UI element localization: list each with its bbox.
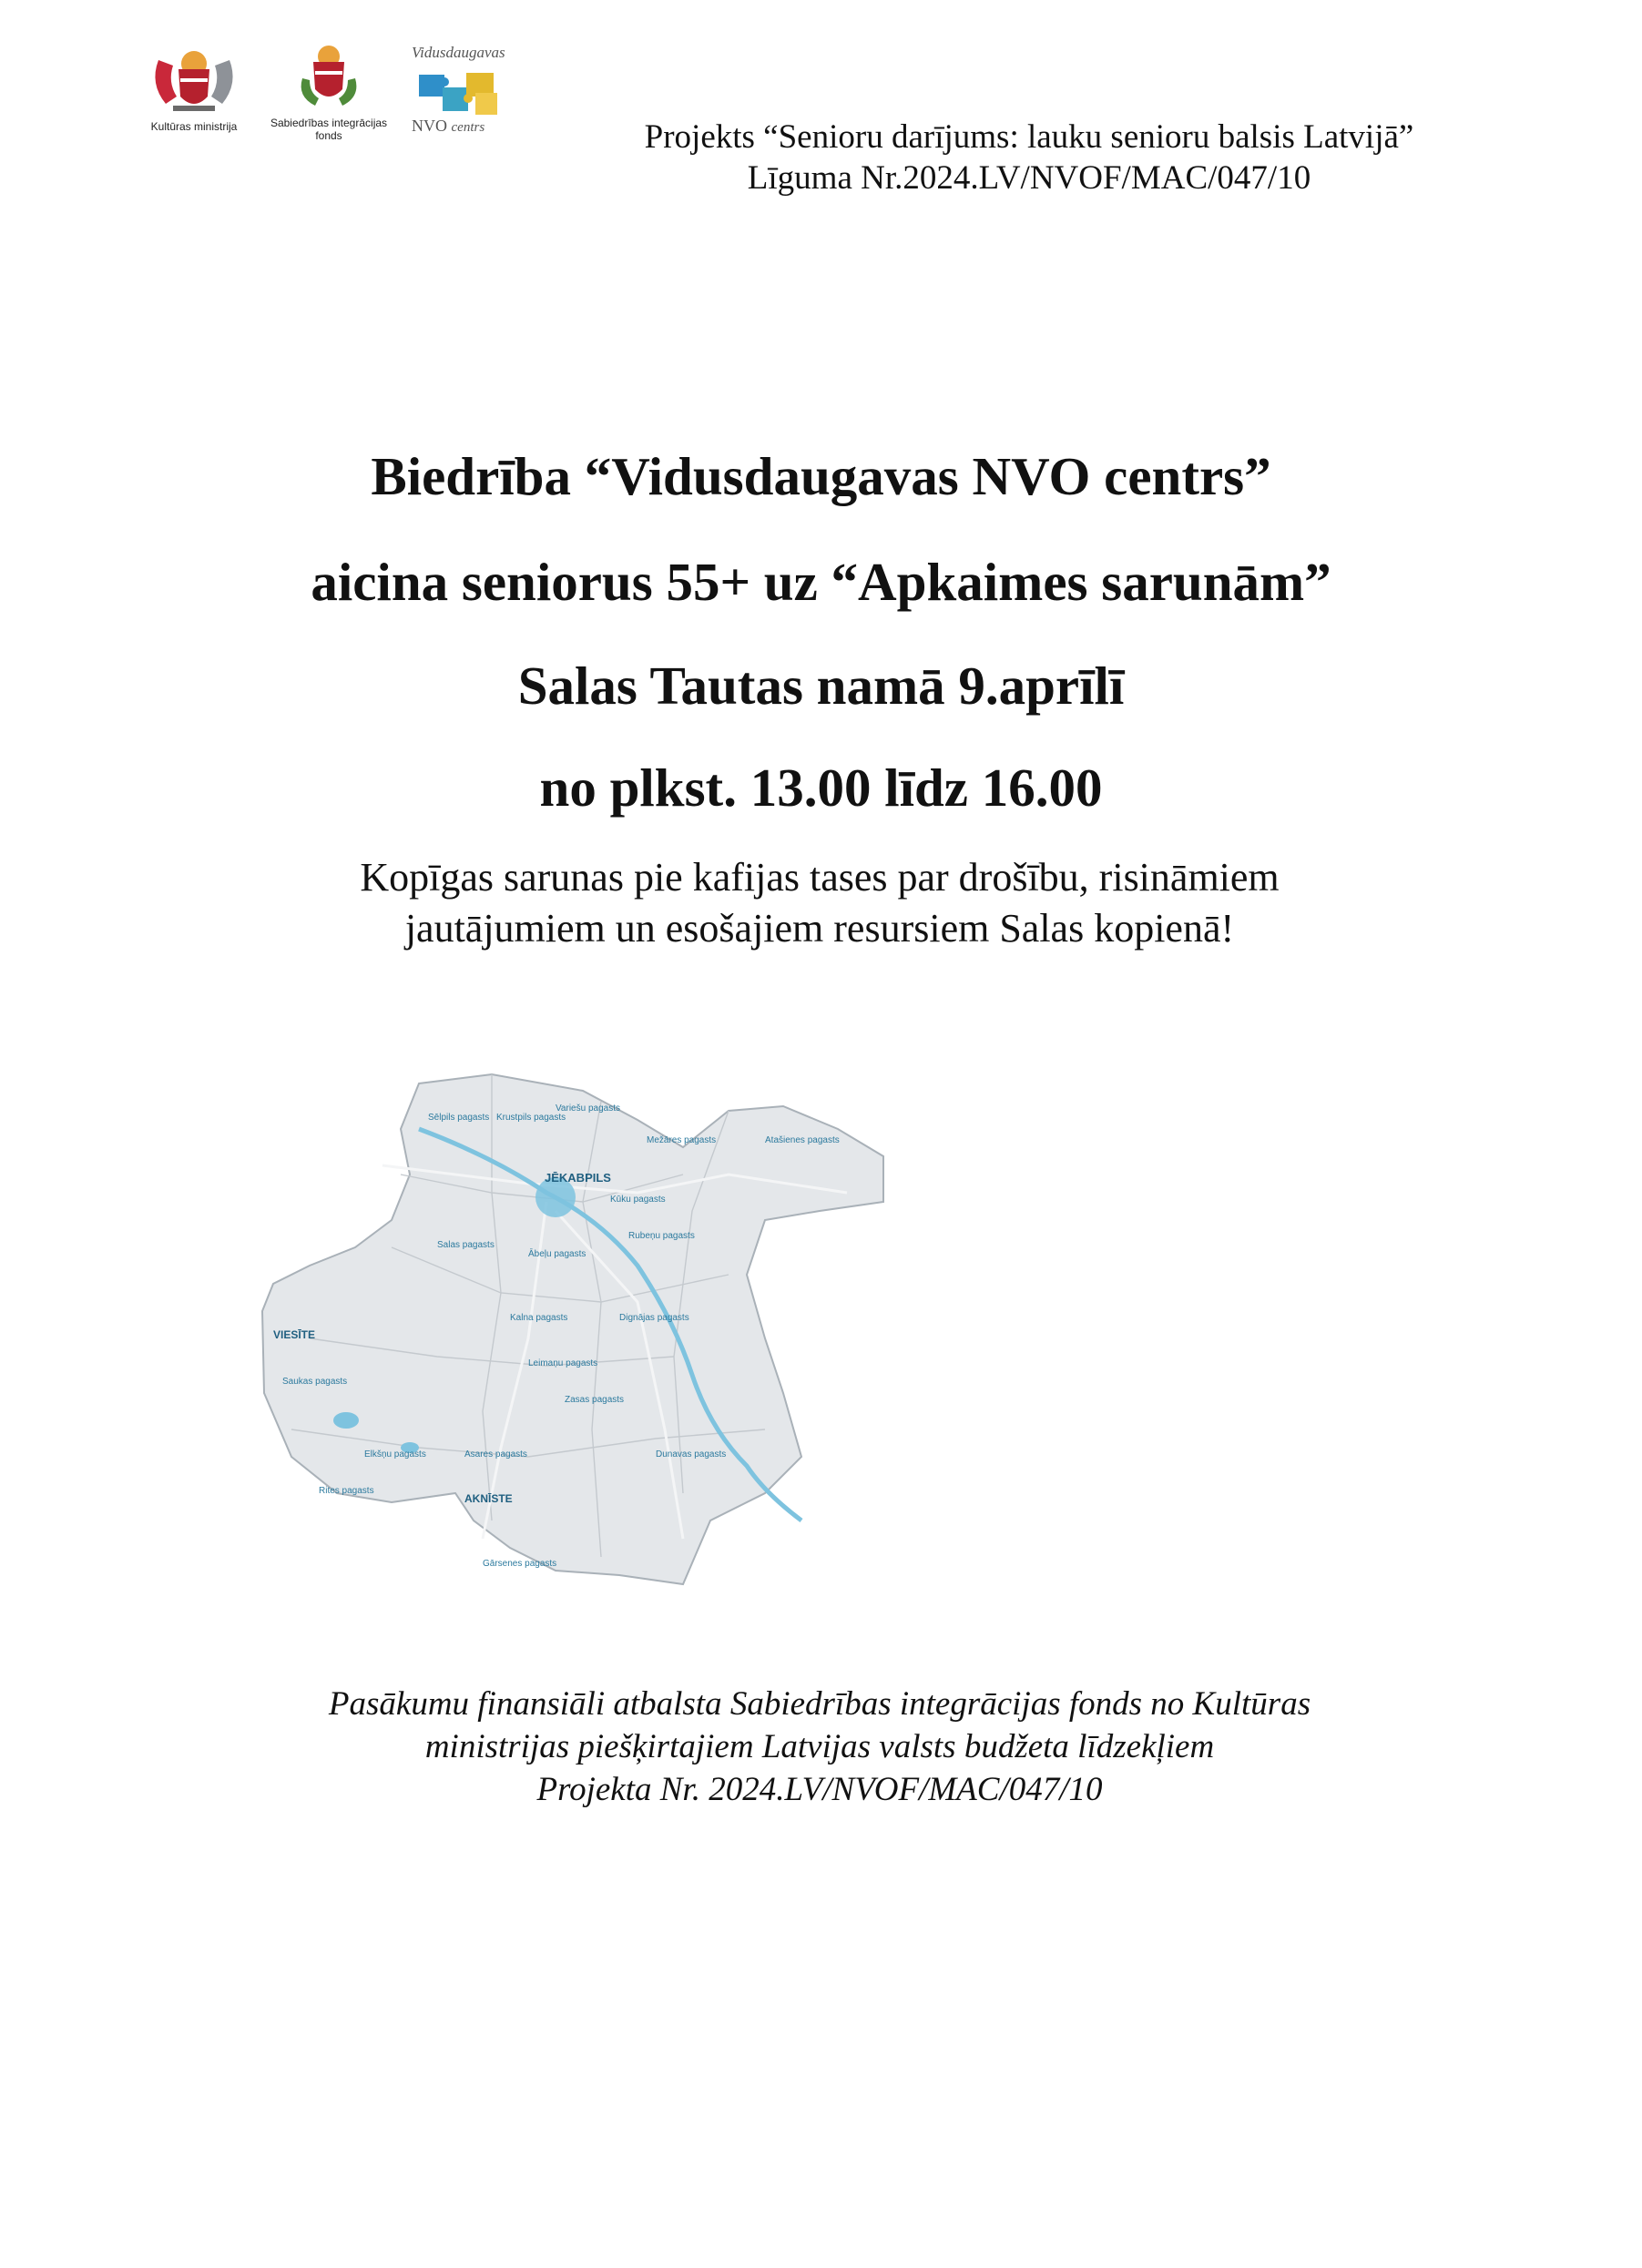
parish-label: Salas pagasts bbox=[437, 1240, 495, 1250]
parish-label: Ābeļu pagasts bbox=[528, 1249, 586, 1259]
funding-line2: ministrijas piešķirtajiem Latvijas valsts budžeta līdzekļiem bbox=[424, 1728, 1215, 1765]
parish-label: Rites pagasts bbox=[319, 1486, 374, 1496]
region-outline bbox=[262, 1074, 883, 1584]
parish-label: Atašienes pagasts bbox=[765, 1135, 840, 1145]
integration-fund-logo bbox=[260, 33, 397, 149]
ministry-logo bbox=[126, 33, 262, 140]
invitation-line1: Kopīgas sarunas pie kafijas tases par drošību, risināmiem bbox=[360, 855, 1280, 900]
map-town-label: VIESĪTE bbox=[273, 1328, 316, 1341]
parish-label: Dignājas pagasts bbox=[619, 1313, 689, 1323]
region-map bbox=[255, 1065, 892, 1593]
project-header bbox=[510, 117, 1548, 198]
parish-label: Dunavas pagasts bbox=[656, 1449, 727, 1459]
fund-logo-caption-line2: fonds bbox=[315, 129, 342, 142]
coat-of-arms-icon bbox=[126, 33, 262, 120]
funding-line1: Pasākumu finansiāli atbalsta Sabiedrības integrācijas fonds no Kultūras bbox=[328, 1685, 1311, 1723]
funding-project-number: Projekta Nr. 2024.LV/NVOF/MAC/047/10 bbox=[536, 1771, 1103, 1808]
parish-label: Krustpils pagasts bbox=[496, 1113, 566, 1123]
ministry-logo-caption: Kultūras ministrija bbox=[150, 120, 238, 133]
fund-logo-caption-line1: Sabiedrības integrācijas bbox=[270, 117, 388, 129]
invitation-line2: jautājumiem un esošajiem resursiem Salas kopienā! bbox=[404, 906, 1235, 951]
lake bbox=[333, 1412, 359, 1429]
parish-label: Zasas pagasts bbox=[565, 1395, 625, 1405]
parish-label: Rubeņu pagasts bbox=[628, 1231, 695, 1241]
headline-invitation: aicina seniorus 55+ uz “Apkaimes sarunām” bbox=[311, 552, 1331, 612]
map-town-label: AKNĪSTE bbox=[464, 1492, 513, 1505]
invitation-text bbox=[228, 852, 1412, 954]
parish-label: Gārsenes pagasts bbox=[483, 1559, 557, 1569]
parish-label: Variešu pagasts bbox=[556, 1103, 620, 1114]
parish-label: Mežāres pagasts bbox=[647, 1135, 717, 1145]
nvo-centre-logo bbox=[408, 44, 522, 144]
parish-label: Kalna pagasts bbox=[510, 1313, 568, 1323]
headline-time: no plkst. 13.00 līdz 16.00 bbox=[539, 758, 1103, 818]
puzzle-icon bbox=[415, 69, 506, 120]
headline-organization: Biedrība “Vidusdaugavas NVO centrs” bbox=[371, 446, 1271, 506]
parish-label: Asares pagasts bbox=[464, 1449, 527, 1459]
coat-of-arms-icon bbox=[260, 33, 397, 115]
parish-label: Sēlpils pagasts bbox=[428, 1113, 490, 1123]
map-town-label: JĒKABPILS bbox=[545, 1171, 611, 1185]
project-title: Projekts “Senioru darījums: lauku senioru balsis Latvijā” bbox=[644, 118, 1414, 156]
parish-label: Kūku pagasts bbox=[610, 1195, 666, 1205]
funding-statement bbox=[182, 1683, 1457, 1811]
parish-label: Saukas pagasts bbox=[282, 1377, 348, 1387]
parish-label: Leimaņu pagasts bbox=[528, 1358, 598, 1368]
parish-label: Elkšņu pagasts bbox=[364, 1449, 426, 1459]
headline-venue-date: Salas Tautas namā 9.aprīlī bbox=[517, 656, 1125, 716]
nvo-logo-name-top: Vidusdaugavas bbox=[412, 44, 505, 61]
contract-number: Līguma Nr.2024.LV/NVOF/MAC/047/10 bbox=[747, 159, 1311, 197]
nvo-logo-name-bottom: NVO centrs bbox=[412, 117, 485, 135]
